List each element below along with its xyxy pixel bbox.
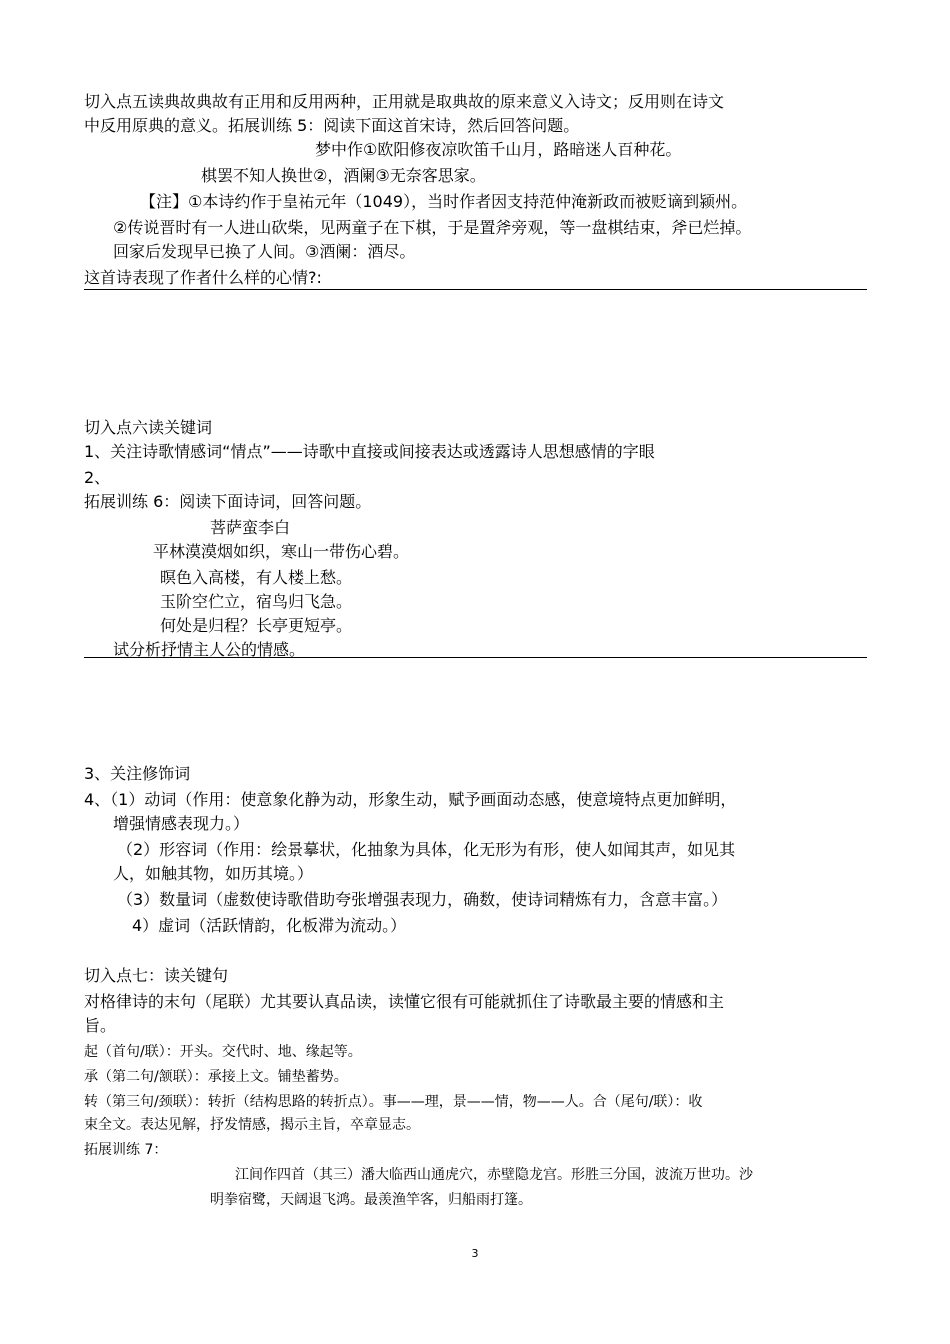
section-6-item2: 2、 bbox=[84, 468, 111, 487]
poem-7-line2: 明拳宿鹭，天阔退飞鸿。最羡渔竿客，归船雨打篷。 bbox=[210, 1192, 532, 1208]
s5-line2: 中反用原典的意义。拓展训练 5：阅读下面这首宋诗，然后回答问题。 bbox=[84, 116, 580, 135]
question-6: 试分析抒情主人公的情感。 bbox=[113, 640, 306, 659]
answer-line-5 bbox=[84, 289, 867, 290]
mod-item5-a: （2）形容词（作用：绘景摹状，化抽象为具体，化无形为有形，使人如闻其声，如见其 bbox=[117, 840, 736, 859]
section-7-title: 切入点七：读关键句 bbox=[84, 966, 229, 985]
mod-item4-b: 增强情感表现力。） bbox=[113, 814, 250, 833]
zhuan-line-b: 束全文。表达见解，抒发情感，揭示主旨，卒章显志。 bbox=[84, 1117, 420, 1133]
section-7-desc1: 对格律诗的末句（尾联）尤其要认真品读，读懂它很有可能就抓住了诗歌最主要的情感和主 bbox=[84, 992, 725, 1011]
mod-item7: 4）虚词（活跃情韵，化板滞为流动。） bbox=[132, 916, 407, 935]
poem-6-line3: 玉阶空伫立，宿鸟归飞急。 bbox=[160, 592, 353, 611]
poem-line1: 梦中作①欧阳修夜凉吹笛千山月，路暗迷人百种花。 bbox=[315, 140, 682, 159]
qi-line: 起（首句/联）：开头。交代时、地、缘起等。 bbox=[84, 1044, 362, 1060]
poem-6-line2: 暝色入高楼，有人楼上愁。 bbox=[160, 568, 353, 587]
exercise-6: 拓展训练 6：阅读下面诗词，回答问题。 bbox=[84, 492, 372, 511]
poem-line2: 棋罢不知人换世②，酒阑③无奈客思家。 bbox=[201, 166, 486, 185]
poem-6-line1: 平林漠漠烟如织，寒山一带伤心碧。 bbox=[153, 542, 410, 561]
mod-item5-b: 人，如触其物，如历其境。） bbox=[113, 864, 314, 883]
page-number: 3 bbox=[471, 1247, 479, 1260]
answer-line-6 bbox=[84, 657, 867, 658]
note-line2: ②传说晋时有一人进山砍柴，见两童子在下棋，于是置斧旁观，等一盘棋结束，斧已烂掉。 bbox=[113, 218, 752, 237]
poem-title: 菩萨蛮李白 bbox=[210, 518, 291, 537]
cheng-line: 承（第二句/颔联）：承接上文。铺垫蓄势。 bbox=[84, 1069, 348, 1085]
section-6-item1: 1、关注诗歌情感词“情点”——诗歌中直接或间接表达或透露诗人思想感情的字眼 bbox=[84, 442, 655, 461]
mod-item4-a: 4、（1）动词（作用：使意象化静为动，形象生动，赋予画面动态感，使意境特点更加鲜明， bbox=[84, 790, 737, 809]
mod-item3: 3、关注修饰词 bbox=[84, 764, 191, 783]
s5-line1: 切入点五读典故典故有正用和反用两种，正用就是取典故的原来意义入诗文；反用则在诗文 bbox=[84, 92, 725, 111]
note-line3: 回家后发现早已换了人间。③酒阑：酒尽。 bbox=[113, 242, 416, 261]
poem-7-line1: 江间作四首（其三）潘大临西山通虎穴，赤壁隐龙宫。形胜三分国，波流万世功。沙 bbox=[235, 1167, 753, 1183]
section-7-desc2: 旨。 bbox=[84, 1016, 117, 1035]
note-line1: 【注】①本诗约作于皇祐元年（1049），当时作者因支持范仲淹新政而被贬谪到颍州。 bbox=[140, 192, 748, 211]
section-6-title: 切入点六读关键词 bbox=[84, 418, 213, 437]
exercise-7: 拓展训练 7： bbox=[84, 1142, 168, 1158]
mod-item6: （3）数量词（虚数使诗歌借助夸张增强表现力，确数，使诗词精炼有力，含意丰富。） bbox=[117, 890, 728, 909]
question-5: 这首诗表现了作者什么样的心情?: bbox=[84, 268, 322, 287]
poem-6-line4: 何处是归程？长亭更短亭。 bbox=[160, 616, 353, 635]
zhuan-line-a: 转（第三句/颈联）：转折（结构思路的转折点）。事——理，景——情，物——人。合（尾句/联）：收 bbox=[84, 1094, 703, 1110]
